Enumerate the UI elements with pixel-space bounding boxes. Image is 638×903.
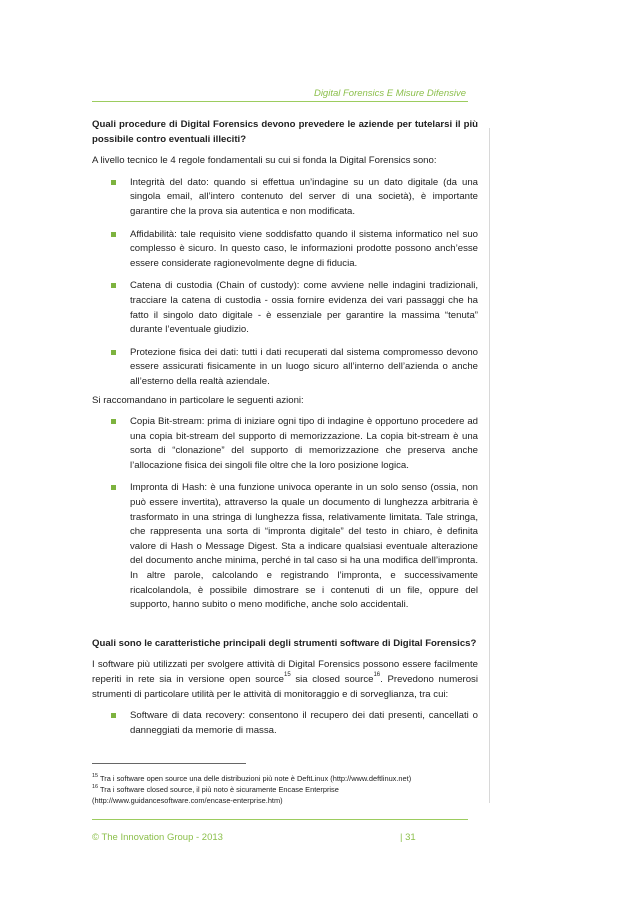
action-item xyxy=(92,415,478,473)
rule-item xyxy=(92,346,478,390)
footnote-continuation xyxy=(92,795,482,806)
bullet-square-icon xyxy=(111,180,116,185)
footnote-text: Tra i software open source una delle distribuzioni più note è DeftLinux (http://www.deftlinux.net) xyxy=(100,774,412,783)
footnotes xyxy=(92,773,482,806)
bullet-square-icon xyxy=(111,283,116,288)
bullet-square-icon xyxy=(111,419,116,424)
footnote-number: 16 xyxy=(92,784,99,790)
rule-text: Affidabilità: tale requisito viene soddisfatto quando il sistema informatico nel suo complesso è sicuro. In questo caso, le informazioni prodotte possono anch’esse essere considerate ragionevolmente degne di fiducia. xyxy=(130,228,478,269)
rule-text: Catena di custodia (Chain of custody): come avviene nelle indagini tradizionali, tracciare la catena di custodia - ossia fornire evidenza dei vari passaggi che ha fatto il singolo dato digitale - è essenziale per garantire la massima “tenuta” durante l’eventuale giudizio. xyxy=(130,280,478,336)
footer-copyright: © The Innovation Group - 2013 xyxy=(92,832,223,843)
action-text: Impronta di Hash: è una funzione univoca operante in un solo senso (ossia, non può essere invertita), attraverso la quale un documento di lunghezza arbitraria è trasformato in una stringa di lunghezza fissa, relativamente limitata. Tale stringa, che rappresenta una sorta di “impronta digitale” del testo in chiaro, è definita valore di Hash o Message Digest. Sta a indicare qualsiasi eventuale alterazione del documento anche minima, perché in tal caso si ha una modifica dell’impronta. In altre parole, calcolando e registrando l’impronta, e successivamente ricalcolandola, è possibile dimostrare se i contenuti di un file, oppure del supporto, hanno subito o meno modifiche, anche solo accidentali. xyxy=(130,482,478,611)
tool-item xyxy=(92,709,478,738)
footnote-number: 15 xyxy=(92,773,99,779)
bullet-square-icon xyxy=(111,713,116,718)
section2-question: Quali sono le caratteristiche principali degli strumenti software di Digital Forensics? xyxy=(92,637,477,649)
action-item xyxy=(92,481,478,612)
rule-item xyxy=(92,228,478,272)
bullet-square-icon xyxy=(111,350,116,355)
actions-intro: Si raccomandano in particolare le seguenti azioni: xyxy=(92,394,304,406)
header-divider xyxy=(92,101,468,102)
action-text: Copia Bit-stream: prima di iniziare ogni tipo di indagine è opportuno procedere ad una copia bit-stream del supporto di memorizzazione. La copia bit-stream è una sorta di “clonazione” del supporto di memorizzazione che preserva anche l’allocazione fisica dei singoli file oltre che la loro posizione logica. xyxy=(130,416,478,471)
tool-text: Software di data recovery: consentono il recupero dei dati presenti, cancellati o danneggiati da memorie di massa. xyxy=(130,710,478,736)
margin-rule xyxy=(489,128,490,803)
footnote-divider xyxy=(92,763,246,764)
rule-item xyxy=(92,176,478,220)
rule-text: Integrità del dato: quando si effettua un’indagine su un dato digitale (da una singola email, all’intero contenuto del server di una società), è importante garantire che la prova sia autentica e non modificata. xyxy=(130,176,478,217)
section2-text-part: sia closed source xyxy=(290,674,374,685)
footnote xyxy=(92,784,482,795)
footnote-ref[interactable]: 16 xyxy=(373,672,381,678)
section1-intro: A livello tecnico le 4 regole fondamentali su cui si fonda la Digital Forensics sono: xyxy=(92,155,437,167)
running-header-title: Digital Forensics E Misure Difensive xyxy=(313,88,466,99)
section1-question: Quali procedure di Digital Forensics devono prevedere le aziende per tutelarsi il più possibile contro eventuali illeciti? xyxy=(92,119,478,145)
footnote-text: (http://www.guidancesoftware.com/encase-enterprise.htm) xyxy=(92,796,283,805)
bullet-square-icon xyxy=(111,232,116,237)
section2-paragraph xyxy=(92,658,478,702)
page-number: | 31 xyxy=(400,832,416,843)
footnote xyxy=(92,773,482,784)
bullet-square-icon xyxy=(111,485,116,490)
section2-text-part: . Prevedono numerosi strumenti di particolare utilità per le attività di monitoraggio e di sorveglianza, tra cui: xyxy=(92,674,478,700)
rule-item xyxy=(92,279,478,337)
footer-divider xyxy=(92,819,468,820)
page-body xyxy=(92,118,478,738)
footnote-text: Tra i software closed source, il più noto è sicuramente Encase Enterprise xyxy=(100,785,339,794)
section2-text-part: I software più utilizzati per svolgere attività di Digital Forensics possono essere facilmente reperiti in rete sia in versione open source xyxy=(92,659,478,685)
rule-text: Protezione fisica dei dati: tutti i dati recuperati dal sistema compromesso devono essere assicurati fisicamente in un luogo sicuro all’interno dell’azienda o anche all’esterno della realtà aziendale. xyxy=(130,346,478,387)
footnote-ref[interactable]: 15 xyxy=(284,672,291,678)
